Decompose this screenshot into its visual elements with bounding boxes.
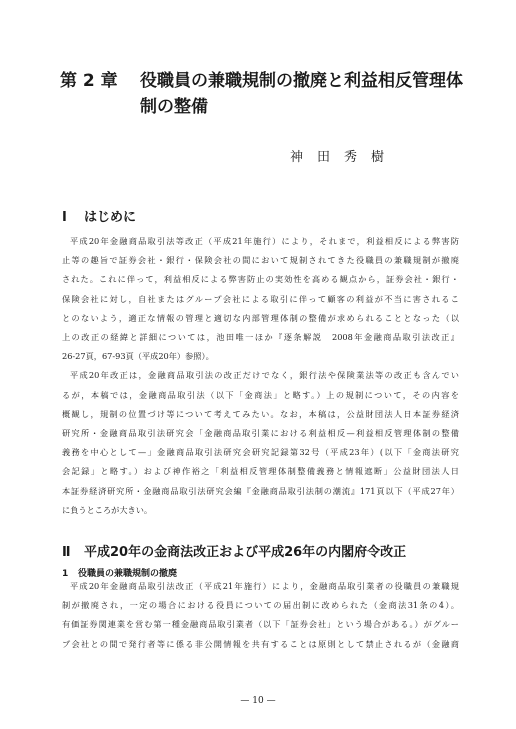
- body-line: 制が撤廃され，一定の場合における役員についての届出制に改められた（金商法31条の4）。: [62, 600, 459, 611]
- body-line: に負うところが大きい。: [62, 504, 153, 515]
- body-line: 上の改正の経緯と詳細については，池田唯一ほか『逐条解説 2008年金融商品取引法改正』: [62, 332, 459, 343]
- section-title: はじめに: [84, 210, 137, 225]
- body-line: 平成20年改正は，金融商品取引法の改正だけでなく，銀行法や保険業法等の改正も含んでい: [70, 370, 459, 381]
- body-line: 保険会社に対し，自社またはグループ会社による取引に伴って顧客の利益が不当に害されるこ: [62, 293, 459, 304]
- chapter-number: 第 2 章: [60, 71, 118, 91]
- body-line: とのないよう，適正な情報の管理と適切な内部管理体制の整備が求められることとなった（以: [62, 312, 459, 323]
- chapter-title: [60, 68, 480, 120]
- body-line: 義務を中心として—」金融商品取引法研究会研究記録第32号（平成23年）(以下「金商法研究: [62, 447, 459, 458]
- section-heading-introduction: [62, 206, 482, 225]
- body-line: 平成20年金融商品取引法等改正（平成21年施行）により，それまで，利益相反による弊害防: [70, 236, 459, 246]
- chapter-title-line2: 制の整備: [140, 97, 208, 117]
- body-line: 本証券経済研究所・金融商品取引法研究会編『金融商品取引法制の潮流』171頁以下（平成27年）: [62, 485, 459, 496]
- body-line: 止等の趣旨で証券会社・銀行・保険会社の間において規制されてきた役職員の兼職規制が撤廃: [62, 255, 459, 266]
- body-line: された。これに伴って，利益相反による弊害防止の実効性を高める観点から，証券会社・銀行・: [62, 274, 459, 285]
- section-heading-amendments: [62, 541, 482, 560]
- body-line: 平成20年金融商品取引法改正（平成21年施行）により，金融商品取引業者の役職員の兼職規: [70, 581, 459, 591]
- author-name: 神田秀樹: [290, 150, 399, 165]
- body-line: 有価証券関連業を営む第一種金融商品取引業者（以下「証券会社」という場合がある。）がグルー: [62, 619, 459, 630]
- body-line: るが，本稿では，金融商品取引法（以下「金商法」と略す。）上の規制について，その内容を: [62, 389, 459, 400]
- subsection-number: 1: [62, 569, 69, 579]
- body-line: 概観し，規制の位置づけ等について考えてみたい。なお，本稿は，公益財団法人日本証券経済: [62, 408, 459, 419]
- section-number: Ⅱ: [62, 545, 71, 560]
- page-number: — 10 —: [240, 696, 276, 706]
- body-line: 研究所・金融商品取引法研究会「金融商品取引業における利益相反—利益相反管理体制の整備: [62, 428, 459, 439]
- section-number: Ⅰ: [62, 210, 67, 225]
- subsection-title: 役職員の兼職規制の撤廃: [78, 569, 178, 579]
- body-line: 26-27頁，67-93頁（平成20年）参照）。: [62, 351, 214, 362]
- chapter-title-line1: 役職員の兼職規制の撤廃と利益相反管理体: [140, 71, 463, 91]
- body-line: プ会社との間で発行者等に係る非公開情報を共有することは原則として禁止されるが（金融商: [62, 638, 459, 649]
- section2-body: [62, 577, 459, 654]
- section-title: 平成20年の金商法改正および平成26年の内閣府令改正: [84, 545, 407, 560]
- body-line: 会記録」と略す。）および神作裕之「利益相反管理体制整備義務と情報遮断」公益財団法人日: [62, 466, 459, 477]
- section1-body: [62, 232, 459, 520]
